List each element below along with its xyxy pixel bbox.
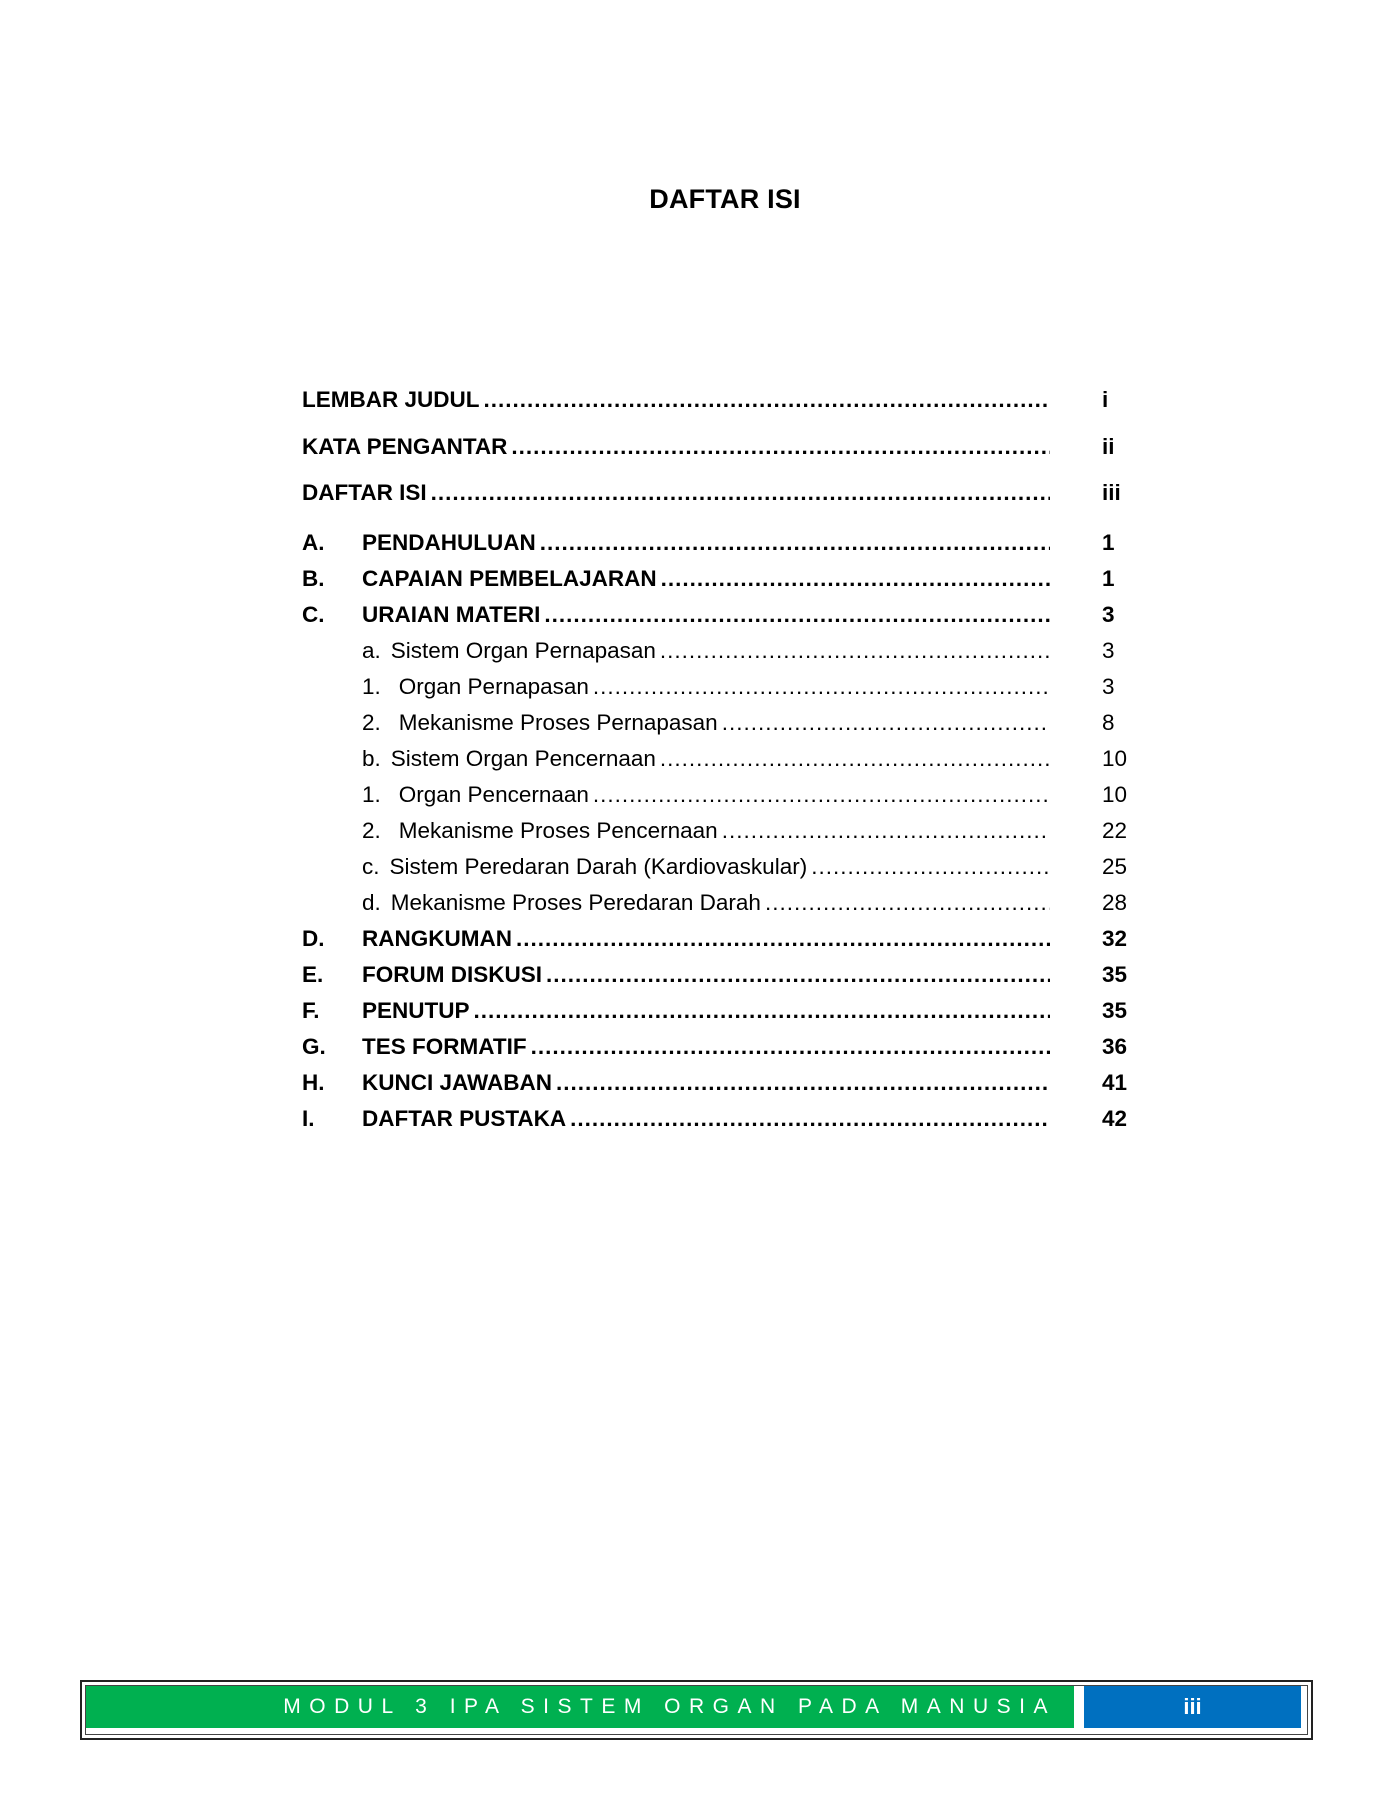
toc-entry-prefix: c. (362, 854, 380, 879)
toc-dot-leader (431, 478, 1050, 508)
toc-entry-label: PENDAHULUAN (362, 530, 536, 555)
toc-entry-page-number: iii (1102, 480, 1121, 505)
toc-entry-page-number: 3 (1102, 638, 1115, 663)
footer-module-title: MODUL 3 IPA SISTEM ORGAN PADA MANUSIA (86, 1686, 1074, 1728)
toc-entry-page-number: i (1102, 387, 1109, 412)
toc-dot-leader (722, 816, 1050, 846)
toc-entry-letter: D. (302, 926, 325, 951)
toc-entry-page-number: ii (1102, 434, 1115, 459)
toc-dot-leader (811, 852, 1050, 882)
toc-entry-prefix: d. (362, 890, 381, 915)
toc-entry-label: Sistem Organ Pernapasan (390, 638, 656, 663)
toc-dot-leader (722, 708, 1050, 738)
toc-entry-label: CAPAIAN PEMBELAJARAN (362, 566, 657, 591)
footer-page-number: iii (1084, 1686, 1301, 1728)
toc-dot-leader (556, 1068, 1050, 1098)
toc-dot-leader (516, 924, 1050, 954)
page-title: DAFTAR ISI (649, 184, 801, 214)
toc-dot-leader (570, 1104, 1050, 1134)
toc-entry (302, 385, 1182, 415)
toc-entry (302, 478, 1182, 508)
toc-entry (302, 600, 1182, 630)
page-footer (80, 1680, 1313, 1740)
toc-entry-page-number: 36 (1102, 1034, 1128, 1059)
toc-entry (302, 888, 1182, 918)
toc-entry-letter: C. (302, 602, 325, 627)
toc-entry-page-number: 10 (1102, 746, 1128, 771)
toc-dot-leader (661, 564, 1050, 594)
toc-entry (302, 996, 1182, 1026)
toc-entry (302, 852, 1182, 882)
toc-entry-page-number: 10 (1102, 782, 1128, 807)
toc-entry-page-number: 8 (1102, 710, 1115, 735)
toc-entry-page-number: 28 (1102, 890, 1128, 915)
toc-entry (302, 708, 1182, 738)
toc-entry-label: DAFTAR ISI (302, 480, 427, 505)
toc-entry-prefix: 1. (362, 782, 381, 807)
toc-entry-page-number: 32 (1102, 926, 1128, 951)
toc-entry-page-number: 1 (1102, 530, 1115, 555)
toc-entry-label: FORUM DISKUSI (362, 962, 542, 987)
toc-dot-leader (546, 960, 1050, 990)
toc-entry-letter: H. (302, 1070, 325, 1095)
toc-entry-page-number: 22 (1102, 818, 1128, 843)
toc-entry-label: Mekanisme Proses Pernapasan (398, 710, 718, 735)
toc-dot-leader (660, 744, 1050, 774)
toc-dot-leader (544, 600, 1050, 630)
toc-dot-leader (511, 432, 1050, 462)
toc-dot-leader (593, 672, 1050, 702)
toc-entry (302, 780, 1182, 810)
toc-entry-label: RANGKUMAN (362, 926, 512, 951)
toc-entry-label: Sistem Peredaran Darah (Kardiovaskular) (389, 854, 808, 879)
toc-entry (302, 672, 1182, 702)
toc-entry-page-number: 3 (1102, 602, 1115, 627)
toc-entry-label: Organ Pencernaan (398, 782, 589, 807)
toc-entry-label: KUNCI JAWABAN (362, 1070, 553, 1095)
toc-entry-label: KATA PENGANTAR (302, 434, 508, 459)
toc-entry-prefix: b. (362, 746, 381, 771)
toc-entry-label: Sistem Organ Pencernaan (390, 746, 656, 771)
toc-entry-letter: F. (302, 998, 320, 1023)
toc-dot-leader (531, 1032, 1050, 1062)
toc-entry-label: Mekanisme Proses Peredaran Darah (390, 890, 761, 915)
toc-entry-label: LEMBAR JUDUL (302, 387, 480, 412)
toc-entry-page-number: 35 (1102, 962, 1128, 987)
toc-entry-page-number: 42 (1102, 1106, 1128, 1131)
toc-entry-letter: A. (302, 530, 325, 555)
toc-dot-leader (540, 528, 1050, 558)
toc-entry-label: URAIAN MATERI (362, 602, 541, 627)
toc-entry-page-number: 25 (1102, 854, 1128, 879)
toc-dot-leader (474, 996, 1050, 1026)
toc-dot-leader (660, 636, 1050, 666)
toc-entry-letter: G. (302, 1034, 326, 1059)
toc-entry-letter: E. (302, 962, 324, 987)
toc-entry (302, 960, 1182, 990)
toc-entry-prefix: 2. (362, 818, 381, 843)
toc-dot-leader (484, 385, 1051, 415)
toc-entry (302, 1104, 1182, 1134)
toc-entry (302, 744, 1182, 774)
toc-entry (302, 564, 1182, 594)
toc-entry (302, 924, 1182, 954)
toc-entry-label: PENUTUP (362, 998, 470, 1023)
toc-entry-prefix: 1. (362, 674, 381, 699)
toc-entry-page-number: 41 (1102, 1070, 1128, 1095)
toc-dot-leader (593, 780, 1050, 810)
toc-entry-letter: I. (302, 1106, 315, 1131)
toc-entry-page-number: 35 (1102, 998, 1128, 1023)
toc-entry-label: Organ Pernapasan (398, 674, 589, 699)
toc-entry-prefix: 2. (362, 710, 381, 735)
toc-entry (302, 1068, 1182, 1098)
toc-entry-label: TES FORMATIF (362, 1034, 527, 1059)
toc-entry-letter: B. (302, 566, 325, 591)
toc-entry (302, 432, 1182, 462)
toc-entry-prefix: a. (362, 638, 381, 663)
toc-entry-page-number: 3 (1102, 674, 1115, 699)
toc-dot-leader (765, 888, 1050, 918)
toc-entry (302, 816, 1182, 846)
toc-entry-label: DAFTAR PUSTAKA (362, 1106, 567, 1131)
toc-entry-page-number: 1 (1102, 566, 1115, 591)
toc-entry (302, 1032, 1182, 1062)
toc-entry-label: Mekanisme Proses Pencernaan (398, 818, 718, 843)
toc-entry (302, 636, 1182, 666)
toc-entry (302, 528, 1182, 558)
